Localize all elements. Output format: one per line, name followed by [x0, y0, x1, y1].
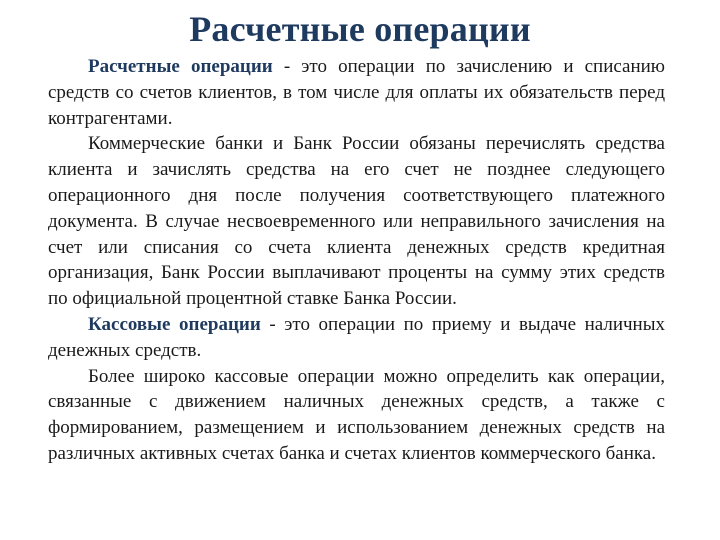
paragraph-settlement-definition — [48, 54, 665, 131]
term-cash-operations: Кассовые операции — [88, 313, 261, 335]
paragraph-bank-obligations — [48, 131, 665, 312]
paragraph-cash-definition — [48, 312, 665, 364]
slide-title: Расчетные операции — [189, 9, 531, 49]
paragraph-cash-broad-definition — [48, 364, 665, 467]
slide-body — [48, 54, 665, 467]
term-settlement-operations: Расчетные операции — [88, 56, 273, 77]
paragraph-text: Коммерческие банки и Банк России обязаны перечислять средства клиента и зачислять средства на его счет не позднее следующего операционного дня после получения соответствующего платежного документа. В случае несвоевременного или неправильного зачисления на счет или списания со счета клиента денежных средств кредитная организация, Банк России выплачивают проценты на сумму этих средств по официальной процентной ставке Банка России. — [48, 133, 665, 310]
paragraph-text: Более широко кассовые операции можно определить как операции, связанные с движением наличных денежных средств, а также с формированием, размещением и использованием денежных средств на различных активных счетах банка и счетах клиентов коммерческого банка. — [48, 365, 665, 464]
paragraph-text: - это операции по зачислению и списанию средств со счетов клиентов, в том числе для оплаты их обязательств перед контрагентами. — [48, 56, 665, 129]
paragraph-text: - это операции по приему и выдаче наличных денежных средств. — [48, 313, 665, 361]
